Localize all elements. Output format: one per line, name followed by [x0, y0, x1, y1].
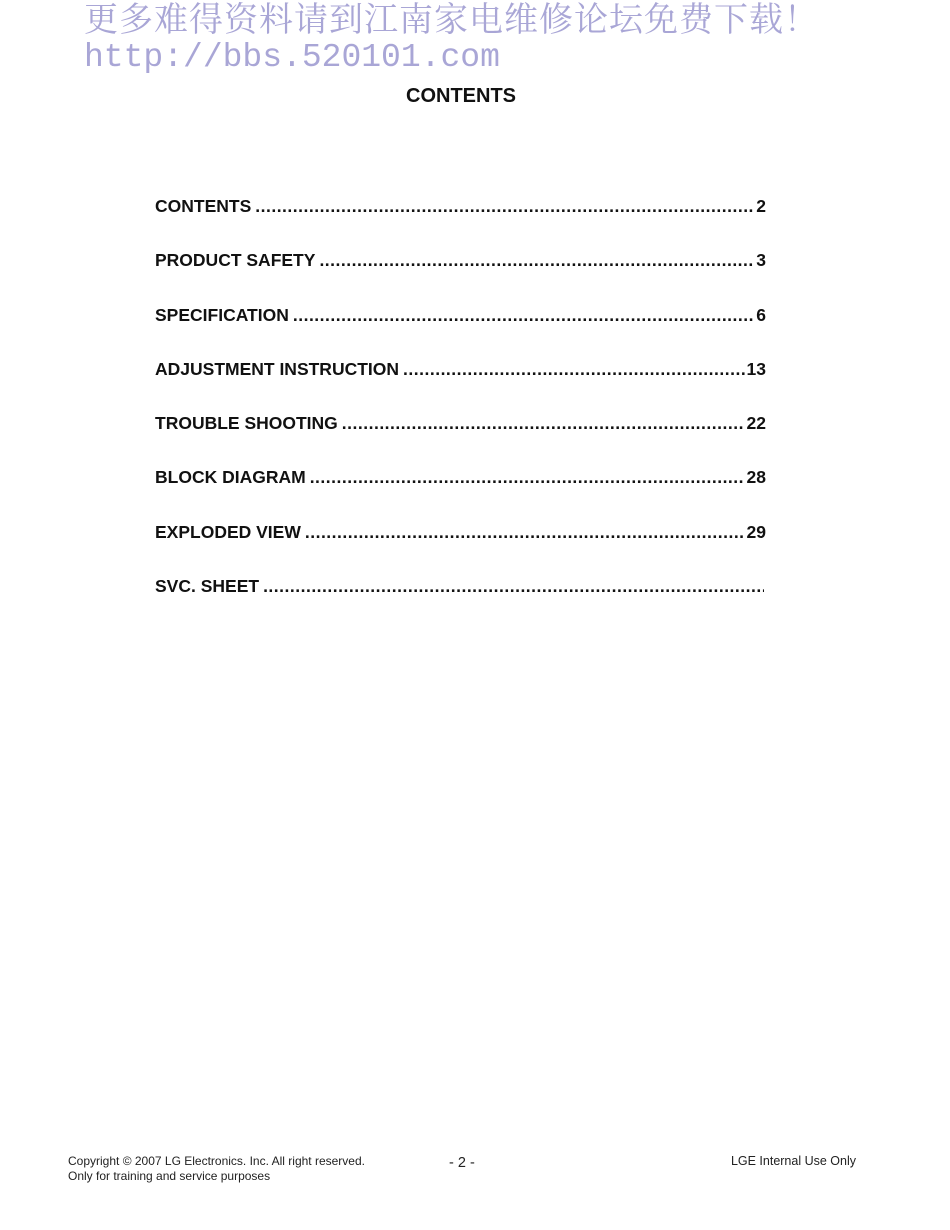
toc-entry-product-safety[interactable]: [155, 248, 766, 302]
footer-page-number: - 2 -: [449, 1155, 475, 1171]
toc-entry-label: PRODUCT SAFETY: [155, 250, 316, 271]
footer-usage: LGE Internal Use Only: [730, 1154, 856, 1168]
toc-entry-page: 22: [746, 413, 766, 434]
toc-entry-block-diagram[interactable]: [155, 465, 766, 519]
toc-entry-label: BLOCK DIAGRAM: [155, 467, 306, 488]
toc-entry-page: 6: [756, 304, 766, 325]
toc-leader-dots: [310, 465, 745, 489]
toc-entry-svc-sheet[interactable]: [155, 574, 766, 628]
footer-copyright-block: [68, 1154, 365, 1184]
toc-entry-label: SPECIFICATION: [155, 304, 289, 325]
table-of-contents: [155, 194, 766, 628]
toc-leader-dots: [305, 520, 745, 544]
toc-entry-page: 3: [756, 250, 766, 271]
toc-entry-contents[interactable]: [155, 194, 766, 248]
watermark-chinese-text: 更多难得资料请到江南家电维修论坛免费下载！: [84, 0, 819, 40]
toc-entry-page: 2: [756, 196, 766, 216]
toc-leader-dots: [403, 357, 745, 381]
toc-entry-trouble-shooting[interactable]: [155, 411, 766, 465]
toc-entry-label: TROUBLE SHOOTING: [155, 413, 338, 434]
toc-leader-dots: [255, 194, 754, 218]
toc-entry-page: 13: [746, 358, 766, 379]
toc-entry-label: ADJUSTMENT INSTRUCTION: [155, 358, 400, 379]
toc-leader-dots: [293, 303, 754, 327]
toc-entry-specification[interactable]: [155, 303, 766, 357]
toc-leader-dots: [319, 248, 754, 272]
toc-entry-label: CONTENTS: [155, 196, 252, 216]
page-title: CONTENTS: [406, 85, 516, 107]
toc-entry-label: EXPLODED VIEW: [155, 521, 301, 542]
toc-entry-label: SVC. SHEET: [155, 576, 260, 597]
footer-copyright: Copyright © 2007 LG Electronics. Inc. All right reserved.: [68, 1154, 365, 1168]
footer-purpose: Only for training and service purposes: [68, 1169, 271, 1183]
toc-entry-adjustment-instruction[interactable]: [155, 357, 766, 411]
toc-entry-page: 29: [746, 521, 766, 542]
toc-leader-dots: [342, 411, 745, 435]
toc-entry-exploded-view[interactable]: [155, 520, 766, 574]
watermark-url-text: http://bbs.520101.com: [84, 39, 500, 76]
toc-leader-dots: [263, 574, 764, 598]
toc-entry-page: 28: [746, 467, 766, 488]
